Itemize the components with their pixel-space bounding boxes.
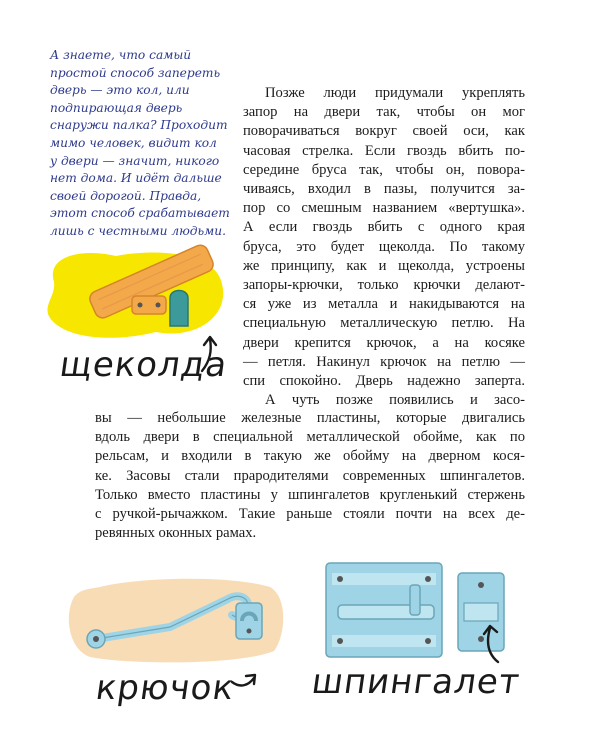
- sidenote-line: простой способ запереть: [50, 65, 221, 80]
- body-line: же принципу, как и щеколда, устроены: [243, 257, 525, 274]
- arrow-icon: [196, 333, 224, 373]
- sidenote-line: своей дорогой. Правда,: [50, 188, 202, 203]
- body-line: Позже люди придумали укреплять: [265, 85, 525, 101]
- sidenote-line: лишь с честными людьми.: [50, 223, 226, 238]
- hook-illustration: [60, 575, 290, 665]
- sidenote-line: мимо человек, видит кол: [50, 135, 217, 150]
- body-line: запор на двери так, чтобы он мог: [243, 104, 525, 121]
- sidenote-line: этот способ срабатывает: [50, 206, 230, 221]
- body-line: с ручкой-рычажком. Такие раньше стояли почти на всех де-: [95, 506, 525, 523]
- body-line: А чуть позже появились и засо-: [265, 392, 525, 409]
- body-line: запоры-крючки, только крючки делают-: [243, 277, 525, 294]
- body-line: пор со смешным названием «вертушка».: [243, 200, 525, 217]
- sidenote-line: подпирающая дверь: [50, 100, 183, 115]
- body-line: Только вместо пластины у шпингалетов кругленький стержень: [95, 486, 525, 503]
- body-line: вы — небольшие железные пластины, которые двигались: [95, 410, 525, 426]
- sidenote: [50, 47, 230, 241]
- bolt-handle: [410, 585, 420, 615]
- staple-plate: [236, 603, 262, 639]
- body-text-narrow: [243, 84, 525, 410]
- body-line: ке. Засовы стали прародителями современных шпингалетов.: [95, 467, 525, 484]
- body-line: — петля. Накинул крючок на петлю —: [243, 353, 525, 370]
- body-line: спи спокойно. Дверь надежно заперта.: [243, 373, 525, 390]
- body-line: ревянных оконных рамах.: [95, 525, 257, 542]
- body-line: двери крепится крючок, а на косяке: [243, 334, 525, 351]
- sidenote-line: дверь — это кол, или: [50, 83, 190, 98]
- body-line: середине бруса так, чтобы он, повора-: [243, 161, 525, 178]
- body-line: А если гвоздь вбить с одного края: [243, 219, 525, 236]
- sidenote-line: А знаете, что самый: [50, 48, 192, 62]
- body-text-wide: [95, 409, 525, 543]
- body-line: бруса, это будет щеколда. По такому: [243, 238, 525, 255]
- arrow-icon: [478, 620, 508, 664]
- body-line: чиваясь, входил в пазы, получится за-: [243, 181, 525, 198]
- latch-illustration: [36, 244, 236, 344]
- arrow-icon: [228, 662, 260, 696]
- body-line: вдоль двери в специальной металлической обойме, как по: [95, 429, 525, 446]
- body-line: рельсам, и входили в такую же обойму на дверном кося-: [95, 448, 525, 465]
- sidenote-line: у двери — значит, никого: [50, 153, 220, 168]
- sidenote-line: снаружи палка? Проходит: [50, 118, 228, 133]
- bolt-caption: шпингалет: [309, 662, 523, 702]
- hook-caption: крючок: [93, 668, 237, 708]
- body-line: поворачиваться вокруг своей оси, как: [243, 123, 525, 140]
- teal-stop: [170, 291, 188, 327]
- body-line: ся уже из металла и накидываются на: [243, 296, 525, 313]
- sidenote-line: нет дома. И идёт дальше: [50, 171, 222, 186]
- wood-block: [132, 296, 166, 314]
- latch-caption: щеколда: [57, 345, 231, 385]
- body-line: часовая стрелка. Если гвоздь вбить по-: [243, 142, 525, 159]
- body-line: специальную металлическую петлю. На: [243, 315, 525, 332]
